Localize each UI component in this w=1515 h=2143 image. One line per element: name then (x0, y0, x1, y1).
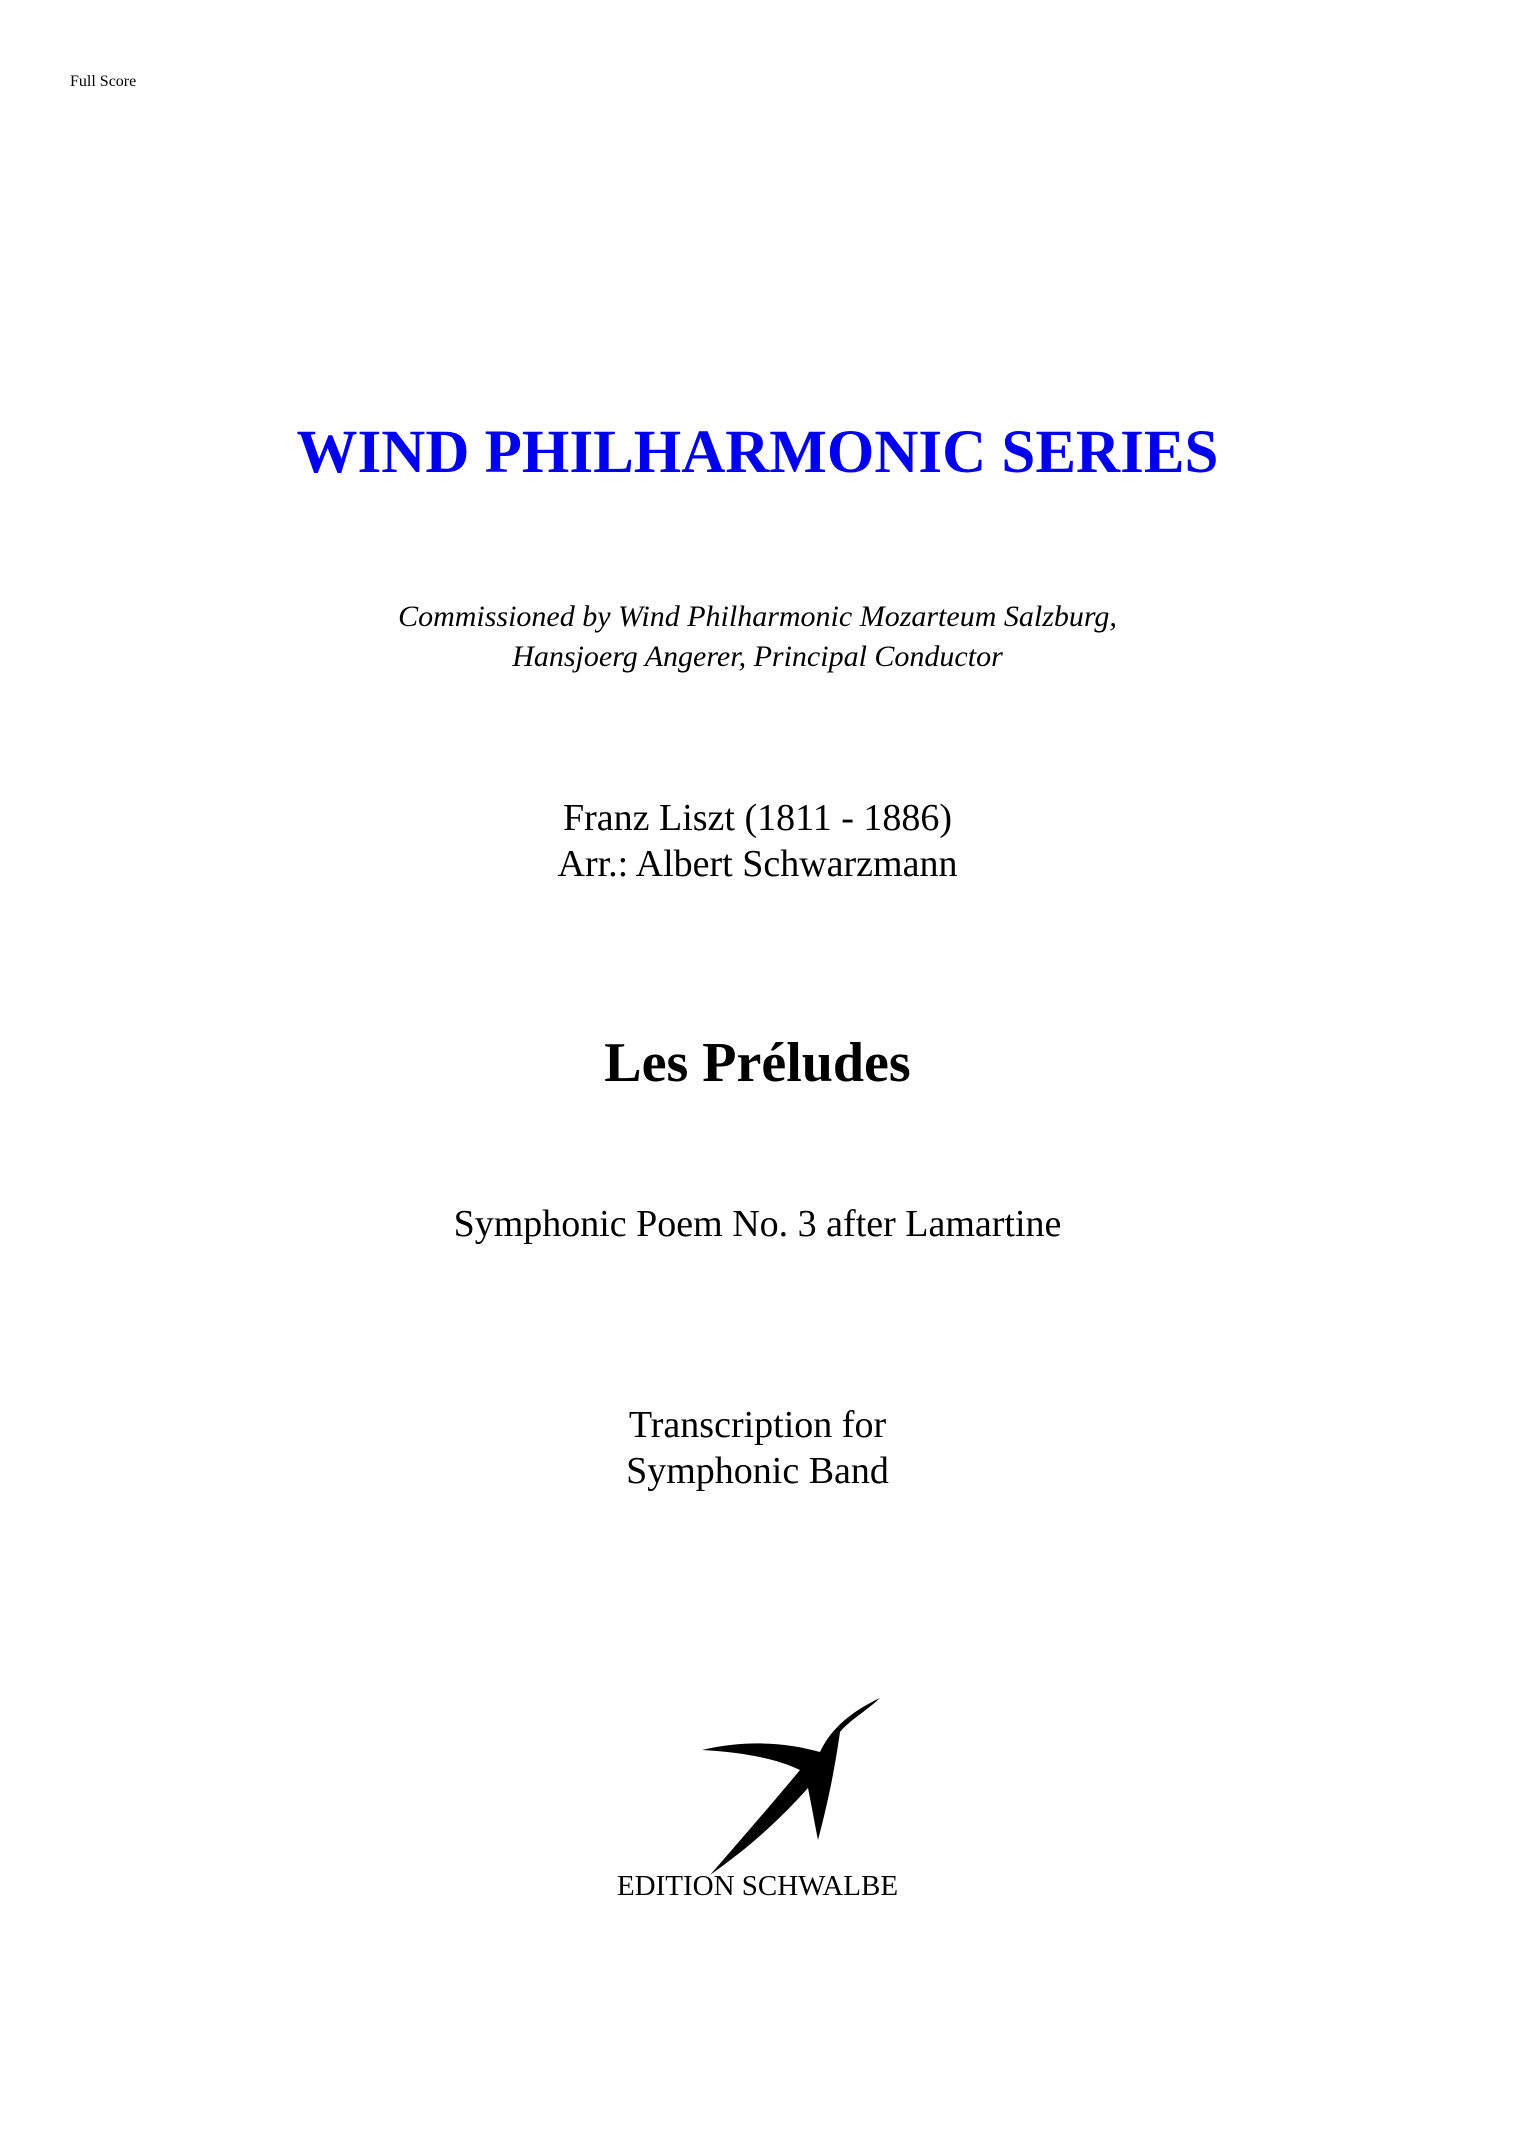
series-title: WIND PHILHARMONIC SERIES (296, 419, 1219, 486)
transcription-line-2: Symphonic Band (626, 1450, 889, 1492)
commission-line-2: Hansjoerg Angerer, Principal Conductor (512, 640, 1003, 673)
work-subtitle: Symphonic Poem No. 3 after Lamartine (453, 1203, 1062, 1245)
transcription-note (0, 1402, 1515, 1494)
commission-line-1: Commissioned by Wind Philharmonic Mozarteum Salzburg, (398, 600, 1117, 633)
composer-credit: Franz Liszt (1811 - 1886) (562, 797, 953, 839)
arranger-credit: Arr.: Albert Schwarzmann (557, 843, 958, 885)
work-title: Les Préludes (604, 1032, 911, 1094)
swallow-icon (690, 1690, 890, 1890)
credits (0, 795, 1515, 887)
publisher-name: EDITION SCHWALBE (616, 1870, 899, 1902)
document-type-label: Full Score (70, 73, 137, 90)
commission-note (0, 597, 1515, 677)
transcription-line-1: Transcription for (628, 1404, 887, 1446)
